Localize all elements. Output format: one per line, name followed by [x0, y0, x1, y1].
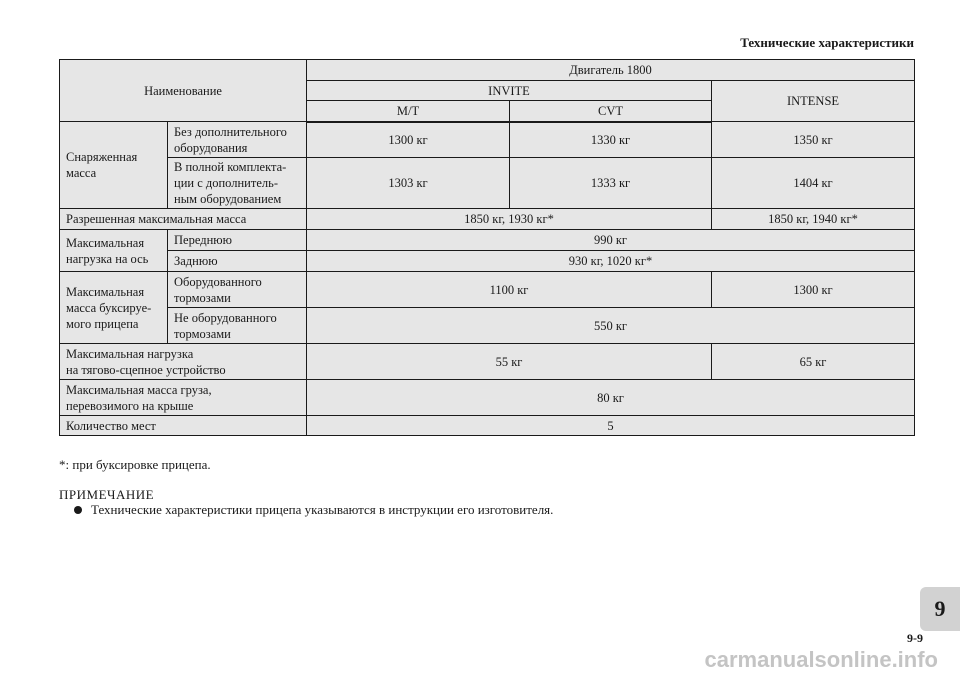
bullet-icon: [74, 506, 82, 514]
table-row: [60, 308, 915, 344]
curb-mass-full-cvt: 1333 кг: [510, 158, 712, 209]
curb-mass-base-cvt: 1330 кг: [510, 122, 712, 158]
table-row: [60, 344, 915, 380]
trailer-unbraked-label: Не оборудованного тормозами: [168, 308, 307, 344]
curb-mass-label: Снаряженная масса: [60, 122, 168, 209]
footnote: *: при буксировке прицепа.: [59, 457, 211, 472]
seats-value: 5: [307, 416, 915, 436]
table-row: [60, 230, 915, 251]
table-row: [60, 209, 915, 230]
table-row: [60, 122, 915, 158]
curb-mass-full-intense: 1404 кг: [712, 158, 915, 209]
header-name-cell: Наименование: [60, 60, 307, 122]
trailer-braked-invite: 1100 кг: [307, 272, 712, 308]
specifications-table: [59, 59, 915, 436]
axle-front-value: 990 кг: [307, 230, 915, 251]
note-title: ПРИМЕЧАНИЕ: [59, 487, 155, 502]
watermark: carmanualsonline.info: [704, 647, 938, 672]
tow-load-intense: 65 кг: [712, 344, 915, 380]
trailer-unbraked-value: 550 кг: [307, 308, 915, 344]
note-item: [74, 502, 553, 518]
roof-load-value: 80 кг: [307, 380, 915, 416]
header-mt-cell: M/T: [307, 101, 510, 122]
max-mass-invite: 1850 кг, 1930 кг*: [307, 209, 712, 230]
curb-mass-full-mt: 1303 кг: [307, 158, 510, 209]
trailer-braked-intense: 1300 кг: [712, 272, 915, 308]
table-row: [60, 416, 915, 436]
header-invite-cell: INVITE: [307, 81, 712, 101]
table-row: [60, 380, 915, 416]
tow-load-label: Максимальная нагрузка на тягово-сцепное устройство: [60, 344, 307, 380]
header-engine-cell: Двигатель 1800: [307, 60, 915, 81]
max-mass-intense: 1850 кг, 1940 кг*: [712, 209, 915, 230]
axle-rear-label: Заднюю: [168, 251, 307, 272]
axle-rear-value: 930 кг, 1020 кг*: [307, 251, 915, 272]
tow-load-invite: 55 кг: [307, 344, 712, 380]
page-header-title: Технические характеристики: [740, 35, 914, 50]
roof-load-label: Максимальная масса груза, перевозимого на крыше: [60, 380, 307, 416]
chapter-tab: 9: [920, 587, 960, 631]
curb-mass-base-mt: 1300 кг: [307, 122, 510, 158]
table-row: [60, 251, 915, 272]
seats-label: Количество мест: [60, 416, 307, 436]
trailer-mass-label: Максимальная масса буксируе- мого прицепа: [60, 272, 168, 344]
note-item-text: Технические характеристики прицепа указываются в инструкции его изготовителя.: [91, 502, 554, 517]
header-cvt-cell: CVT: [510, 101, 712, 122]
axle-front-label: Переднюю: [168, 230, 307, 251]
table-row: [60, 158, 915, 209]
curb-mass-full-label: В полной комплекта- ции с дополнитель- ным оборудованием: [168, 158, 307, 209]
axle-load-label: Максимальная нагрузка на ось: [60, 230, 168, 272]
page-number: 9-9: [907, 631, 923, 645]
table-row: [60, 272, 915, 308]
trailer-braked-label: Оборудованного тормозами: [168, 272, 307, 308]
curb-mass-base-label: Без дополнительного оборудования: [168, 122, 307, 158]
header-intense-cell: INTENSE: [712, 81, 915, 122]
max-mass-label: Разрешенная максимальная масса: [60, 209, 307, 230]
curb-mass-base-intense: 1350 кг: [712, 122, 915, 158]
